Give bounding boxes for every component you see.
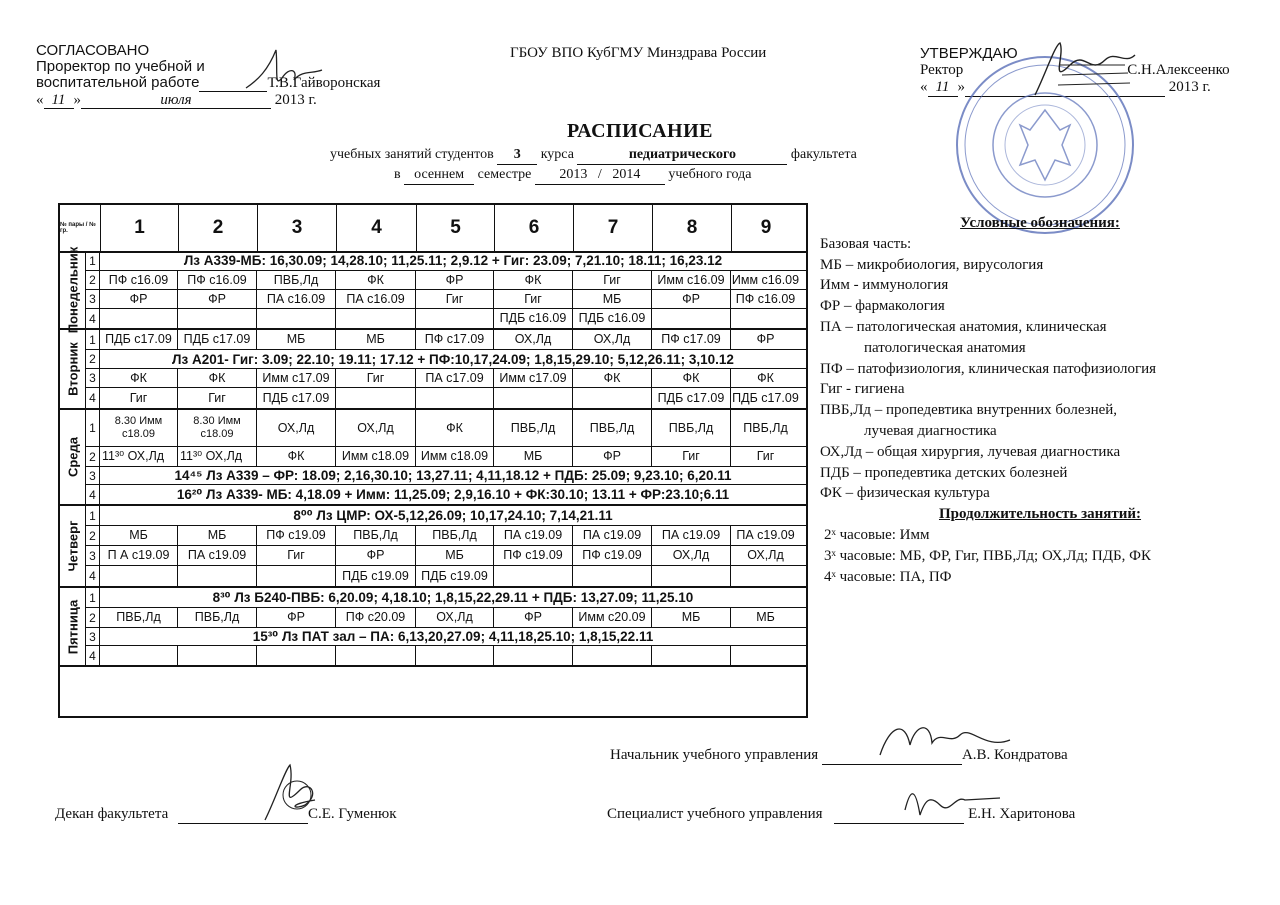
- group-header: 5: [416, 205, 494, 251]
- schedule-cell: ОХ,Лд: [573, 330, 652, 349]
- faculty-name: педиатрического: [577, 145, 787, 165]
- schedule-cell: ФК: [178, 369, 257, 387]
- schedule-cell: Имм с16.09: [731, 272, 800, 287]
- merged-lecture-cell: 8⁰⁰ Лз ЦМР: ОХ-5,12,26.09; 10,17,24.10; 7,14,21.11: [293, 507, 613, 523]
- period-number: 1: [86, 506, 100, 525]
- period-row: [86, 271, 806, 290]
- approved-label: СОГЛАСОВАНО: [36, 42, 150, 59]
- schedule-cell: ОХ,Лд: [494, 330, 573, 349]
- schedule-cell: ПВБ,Лд: [652, 410, 731, 446]
- schedule-cell: МБ: [652, 608, 731, 627]
- period-number: 4: [86, 388, 100, 408]
- period-number: 1: [86, 588, 100, 607]
- legend-item: ПА – патологическая анатомия, клиническая: [820, 318, 1107, 335]
- duration-title: Продолжительность занятий:: [938, 506, 1142, 523]
- schedule-cell: ПА с19.09: [652, 526, 731, 545]
- schedule-cell: ПФ с19.09: [494, 546, 573, 565]
- group-header: 4: [336, 205, 416, 251]
- period-number: 1: [86, 410, 100, 446]
- subtitle-text: учебного года: [668, 167, 752, 182]
- period-number: 2: [86, 350, 100, 368]
- duration-item: 3ˣ часовые: МБ, ФР, Гиг, ПВБ,Лд; ОХ,Лд; ПДБ, ФК: [824, 547, 1151, 564]
- day-label: [60, 410, 86, 504]
- day-block: [60, 588, 806, 667]
- period-number: 3: [86, 467, 100, 484]
- legend-item: лучевая диагностика: [864, 422, 997, 439]
- approval-day: 11: [44, 92, 74, 109]
- schedule-cell: [652, 566, 731, 586]
- schedule-cell: [416, 646, 494, 665]
- schedule-cell: ПФ с16.09: [735, 291, 796, 306]
- schedule-cell: [178, 566, 257, 586]
- schedule-cell: ФР: [100, 290, 178, 308]
- period-row: [86, 369, 806, 388]
- legend-item: Гиг - гигиена: [820, 381, 905, 398]
- schedule-cell: ОХ,Лд: [747, 548, 784, 562]
- day-block: [60, 330, 806, 410]
- page-title: РАСПИСАНИЕ: [566, 120, 713, 142]
- table-header: [60, 205, 806, 253]
- schedule-cell: ФК: [494, 271, 573, 289]
- signature-scribble-specialist: [895, 780, 1005, 825]
- schedule-cell: [257, 566, 336, 586]
- schedule-cell: Гиг: [494, 290, 573, 308]
- rector-name: С.Н.Алексеенко: [1127, 62, 1230, 78]
- day-label: [60, 506, 86, 586]
- schedule-cell: ПФ с19.09: [257, 526, 336, 545]
- schedule-cell: ПДБ с17.09: [178, 330, 257, 349]
- schedule-cell: [731, 646, 800, 665]
- schedule-cell: ПВБ,Лд: [257, 271, 336, 289]
- signature-scribble-rector: [1030, 35, 1140, 110]
- dean-label: Декан факультета: [55, 806, 169, 822]
- period-row: [86, 566, 806, 586]
- schedule-cell: Гиг: [652, 447, 731, 466]
- schedule-cell: ПДБ с19.09: [336, 566, 416, 586]
- subtitle-text: учебных занятий студентов: [330, 147, 494, 162]
- day-name: Пятница: [65, 599, 80, 654]
- schedule-cell: ПФ с19.09: [573, 546, 652, 565]
- schedule-cell: МБ: [416, 546, 494, 565]
- schedule-cell: [494, 388, 573, 408]
- schedule-cell: [336, 388, 416, 408]
- schedule-cell: ПДБ с17.09: [652, 388, 731, 408]
- schedule-cell: Гиг: [756, 449, 775, 463]
- dean-signature-row: [55, 806, 396, 824]
- approved-block-left: СОГЛАСОВАНО Проректор по учебной и воспитательной работе Т.В.Гайворонская « 11 » июля 2013 г.: [36, 42, 381, 108]
- period-row: [86, 608, 806, 628]
- head-label: Начальник учебного управления: [610, 747, 819, 763]
- schedule-cell: [178, 646, 257, 665]
- schedule-cell: ФК: [416, 410, 494, 446]
- year-separator: /: [597, 167, 602, 182]
- schedule-cell: ФР: [494, 608, 573, 627]
- period-number: 3: [86, 628, 100, 645]
- period-number: 2: [86, 447, 100, 466]
- schedule-cell: ПА с17.09: [416, 369, 494, 387]
- schedule-cell: Имм с16.09: [652, 271, 731, 289]
- schedule-cell: ПДБ с16.09: [494, 309, 573, 328]
- signature-scribble-head: [870, 715, 1020, 770]
- schedule-cell: [573, 566, 652, 586]
- day-name: Четверг: [65, 520, 80, 572]
- schedule-cell: ФР: [416, 271, 494, 289]
- period-number: 4: [86, 309, 100, 328]
- period-row: [86, 506, 806, 526]
- schedule-cell: Гиг: [336, 369, 416, 387]
- schedule-cell: [416, 309, 494, 328]
- period-row: [86, 526, 806, 546]
- merged-lecture-cell: Лз А201- Гиг: 3.09; 22.10; 19.11; 17.12 + ПФ:10,17,24.09; 1,8,15,29.10; 5,12,26.11; 3,10.12: [172, 351, 734, 367]
- schedule-cell: Имм с20.09: [573, 608, 652, 627]
- duration-item: 2ˣ часовые: Имм: [824, 526, 930, 543]
- schedule-cell: 8.30 Имм с18.09: [100, 410, 178, 446]
- schedule-cell: Имм с18.09: [336, 447, 416, 466]
- schedule-cell: 11³⁰ ОХ,Лд: [100, 447, 178, 466]
- schedule-cell: Гиг: [416, 290, 494, 308]
- schedule-cell: П А с19.09: [100, 546, 178, 565]
- schedule-cell: МБ: [494, 447, 573, 466]
- schedule-cell: [573, 388, 652, 408]
- schedule-cell: Гиг: [573, 271, 652, 289]
- schedule-cell: [416, 388, 494, 408]
- course-number: 3: [497, 145, 537, 165]
- schedule-cell: ФР: [336, 546, 416, 565]
- period-number: 3: [86, 369, 100, 387]
- period-row: [86, 388, 806, 408]
- schedule-cell: ОХ,Лд: [416, 608, 494, 627]
- schedule-cell: МБ: [100, 526, 178, 545]
- schedule-cell: ФК: [573, 369, 652, 387]
- specialist-name: Е.Н. Харитонова: [968, 806, 1076, 822]
- schedule-cell: ОХ,Лд: [652, 546, 731, 565]
- schedule-cell: [100, 309, 178, 328]
- approved-block-right: УТВЕРЖДАЮ Ректор С.Н.Алексеенко « 11 » 2013 г.: [920, 45, 1230, 95]
- head-name: А.В. Кондратова: [961, 747, 1068, 763]
- schedule-cell: ФК: [257, 447, 336, 466]
- schedule-cell: [178, 309, 257, 328]
- schedule-cell: ПВБ,Лд: [100, 608, 178, 627]
- schedule-cell: [652, 309, 731, 328]
- schedule-cell: [573, 646, 652, 665]
- period-row: [86, 588, 806, 608]
- group-header: 3: [257, 205, 336, 251]
- day-label: [60, 330, 86, 408]
- day-name: Понедельник: [65, 246, 80, 333]
- merged-lecture-cell: 8³⁰ Лз Б240-ПВБ: 6,20.09; 4,18.10; 1,8,15,22,29.11 + ПДБ: 13,27.09; 11,25.10: [212, 589, 694, 605]
- schedule-cell: ПВБ,Лд: [494, 410, 573, 446]
- schedule-cell: ПДБ с17.09: [100, 330, 178, 349]
- rector-approval-year: 2013 г.: [1168, 79, 1211, 95]
- subtitle-text: факультета: [790, 147, 857, 162]
- period-number: 3: [86, 290, 100, 308]
- schedule-cell: ПА с16.09: [257, 290, 336, 308]
- period-number: 2: [86, 526, 100, 545]
- schedule-cell: [652, 646, 731, 665]
- legend: [820, 213, 1260, 587]
- schedule-cell: ПВБ,Лд: [573, 410, 652, 446]
- day-label: [60, 246, 86, 333]
- signature-scribble-vice-rector: [238, 40, 328, 100]
- rector-approval-day: 11: [928, 79, 958, 97]
- schedule-cell: ФР: [573, 447, 652, 466]
- period-row: [86, 290, 806, 309]
- schedule-cell: [336, 309, 416, 328]
- approval-month: июля: [81, 92, 271, 109]
- day-block: [60, 506, 806, 588]
- schedule-cell: 11³⁰ ОХ,Лд: [178, 447, 257, 466]
- merged-lecture-cell: 14⁴⁵ Лз А339 – ФР: 18.09; 2,16,30.10; 13,27.11; 4,11,18.12 + ПДБ: 25.09; 9,23.10; 6,20.11: [174, 468, 732, 483]
- merged-lecture-cell: 15³⁰ Лз ПАТ зал – ПА: 6,13,20,27.09; 4,11,18,25.10; 1,8,15,22.11: [252, 628, 654, 644]
- schedule-cell: ОХ,Лд: [336, 410, 416, 446]
- subtitle-text: семестре: [477, 167, 532, 182]
- schedule-cell: ФК: [652, 369, 731, 387]
- schedule-cell: ПФ с16.09: [178, 271, 257, 289]
- schedule-cell: ПДБ с17.09: [732, 390, 799, 405]
- schedule-cell: МБ: [336, 330, 416, 349]
- schedule-cell: Гиг: [257, 546, 336, 565]
- period-row: [86, 251, 806, 271]
- period-row: [86, 485, 806, 504]
- duration-item: 4ˣ часовые: ПА, ПФ: [824, 568, 952, 585]
- schedule-cell: Гиг: [178, 388, 257, 408]
- approve-label: УТВЕРЖДАЮ: [920, 45, 1018, 62]
- day-block: [60, 246, 806, 333]
- legend-item: ПДБ – пропедевтика детских болезней: [820, 464, 1068, 481]
- schedule-cell: ФК: [100, 369, 178, 387]
- period-row: [86, 350, 806, 369]
- period-number: 4: [86, 566, 100, 586]
- period-number: 2: [86, 271, 100, 289]
- schedule-cell: ПФ с17.09: [652, 330, 731, 349]
- period-number: 1: [86, 251, 100, 270]
- semester-name: осеннем: [404, 165, 474, 185]
- schedule-cell: ФР: [257, 608, 336, 627]
- legend-item: ФК – физическая культура: [820, 485, 990, 502]
- period-row: [86, 309, 806, 328]
- schedule-cell: ПДБ с16.09: [573, 309, 652, 328]
- schedule-table: [58, 203, 808, 718]
- schedule-cell: ФК: [336, 271, 416, 289]
- schedule-cell: ФР: [756, 332, 775, 346]
- schedule-cell: ПДБ с19.09: [416, 566, 494, 586]
- legend-item: МБ – микробиология, вирусология: [820, 256, 1044, 273]
- schedule-cell: ПВБ,Лд: [416, 526, 494, 545]
- day-name: Вторник: [65, 342, 80, 396]
- specialist-signature-row: [607, 806, 1075, 824]
- schedule-cell: ПВБ,Лд: [178, 608, 257, 627]
- schedule-cell: ФР: [652, 290, 731, 308]
- schedule-cell: Имм с17.09: [257, 369, 336, 387]
- schedule-cell: ПА с19.09: [494, 526, 573, 545]
- period-number: 2: [86, 608, 100, 627]
- rector-role: Ректор: [920, 62, 964, 78]
- approval-year: 2013 г.: [274, 92, 317, 108]
- legend-base-label: Базовая часть:: [820, 235, 912, 252]
- year-end: 2014: [612, 167, 641, 182]
- legend-item: ПФ – патофизиология, клиническая патофизиология: [820, 360, 1157, 377]
- day-name: Среда: [65, 436, 80, 478]
- schedule-cell: ПА с16.09: [336, 290, 416, 308]
- schedule-cell: ФК: [757, 370, 774, 385]
- schedule-cell: Гиг: [100, 388, 178, 408]
- legend-title: Условные обозначения:: [960, 215, 1120, 231]
- period-number: 4: [86, 485, 100, 504]
- schedule-cell: ПА с19.09: [178, 546, 257, 565]
- schedule-cell: МБ: [756, 610, 775, 624]
- schedule-subtitle: [330, 145, 857, 185]
- subtitle-text: курса: [540, 147, 574, 162]
- schedule-cell: МБ: [257, 330, 336, 349]
- period-row: [86, 410, 806, 447]
- schedule-cell: Имм с17.09: [494, 369, 573, 387]
- schedule-cell: [100, 566, 178, 586]
- signature-scribble-dean: [245, 760, 335, 830]
- merged-lecture-cell: Лз А339-МБ: 16,30.09; 14,28.10; 11,25.11; 2,9.12 + Гиг: 23.09; 7,21.10; 18.11; 16,23.12: [183, 253, 723, 268]
- approver-position-line2: воспитательной работе: [36, 74, 200, 91]
- group-header: 1: [100, 205, 178, 251]
- legend-item: ОХ,Лд – общая хирургия, лучевая диагностика: [820, 443, 1121, 460]
- period-number: 1: [86, 330, 100, 349]
- table-corner-cell: № пары / № гр.: [60, 222, 96, 234]
- period-row: [86, 628, 806, 646]
- period-row: [86, 467, 806, 485]
- schedule-cell: ПА с19.09: [573, 526, 652, 545]
- period-row: [86, 447, 806, 467]
- schedule-cell: [336, 646, 416, 665]
- period-row: [86, 546, 806, 566]
- schedule-cell: [100, 646, 178, 665]
- schedule-cell: ПВБ,Лд: [336, 526, 416, 545]
- legend-item: ФР – фармакология: [820, 298, 945, 315]
- day-label: [60, 588, 86, 665]
- period-number: 4: [86, 646, 100, 665]
- subtitle-text: в: [394, 167, 401, 182]
- schedule-cell: ПА с19.09: [736, 528, 795, 542]
- merged-lecture-cell: 16²⁰ Лз А339- МБ: 4,18.09 + Имм: 11,25.09; 2,9,16.10 + ФК:30.10; 13.11 + ФР:23.10;6.11: [176, 486, 730, 502]
- period-row: [86, 330, 806, 350]
- group-header: 8: [652, 205, 731, 251]
- period-number: 3: [86, 546, 100, 565]
- legend-item: Имм - иммунология: [820, 277, 949, 294]
- approver-name: Т.В.Гайворонская: [267, 75, 381, 91]
- schedule-cell: ПФ с17.09: [416, 330, 494, 349]
- group-header: 2: [178, 205, 257, 251]
- schedule-cell: Имм с18.09: [416, 447, 494, 466]
- schedule-cell: [257, 646, 336, 665]
- schedule-cell: ПДБ с17.09: [257, 388, 336, 408]
- schedule-cell: ПВБ,Лд: [743, 420, 788, 435]
- schedule-cell: ФР: [178, 290, 257, 308]
- schedule-cell: [257, 309, 336, 328]
- specialist-label: Специалист учебного управления: [607, 806, 823, 822]
- institution-name: ГБОУ ВПО КубГМУ Минздрава России: [510, 45, 767, 61]
- group-header: 9: [731, 205, 800, 251]
- schedule-cell: [731, 309, 800, 328]
- legend-item: ПВБ,Лд – пропедевтика внутренних болезней,: [820, 402, 1118, 419]
- schedule-cell: [731, 566, 800, 586]
- schedule-cell: МБ: [573, 290, 652, 308]
- legend-item: патологическая анатомия: [864, 339, 1026, 356]
- schedule-cell: ПФ с16.09: [100, 271, 178, 289]
- schedule-cell: 8.30 Имм с18.09: [178, 410, 257, 446]
- schedule-cell: ПФ с20.09: [336, 608, 416, 627]
- schedule-cell: ОХ,Лд: [257, 410, 336, 446]
- approver-position-line1: Проректор по учебной и: [36, 58, 205, 75]
- dean-name: С.Е. Гуменюк: [307, 806, 397, 822]
- group-header: 6: [494, 205, 573, 251]
- group-header: 7: [573, 205, 652, 251]
- period-row: [86, 646, 806, 665]
- year-start: 2013: [559, 167, 588, 182]
- schedule-cell: МБ: [178, 526, 257, 545]
- schedule-cell: [494, 646, 573, 665]
- day-block: [60, 410, 806, 506]
- schedule-cell: [494, 566, 573, 586]
